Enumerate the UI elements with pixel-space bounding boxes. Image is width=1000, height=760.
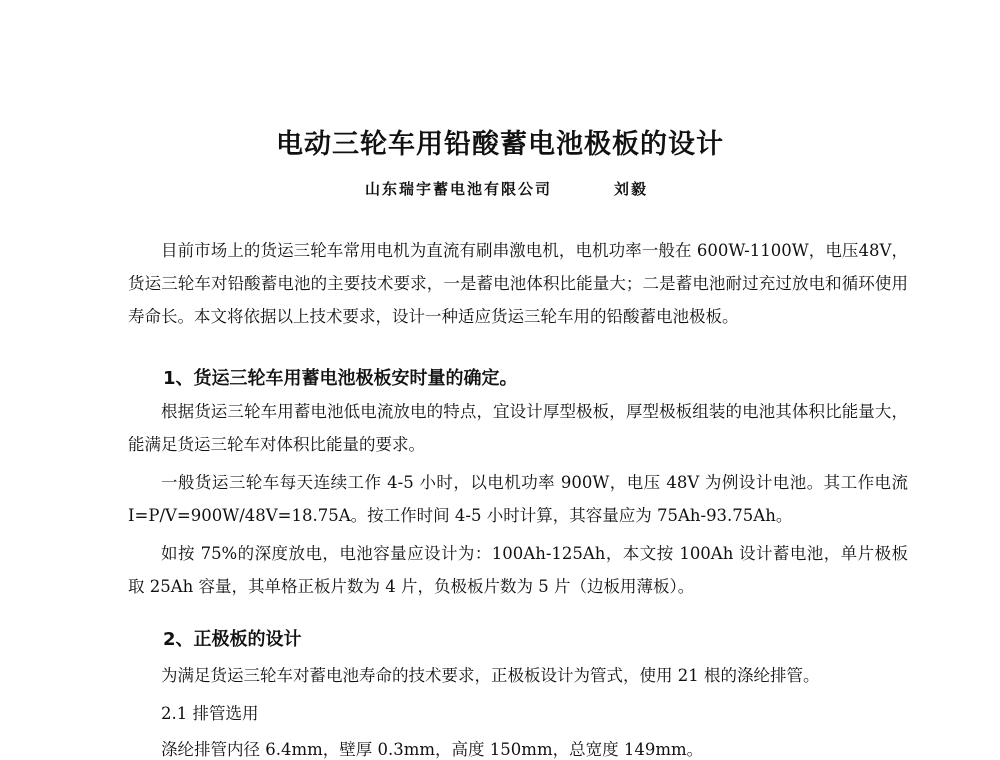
author-name: 刘毅 xyxy=(614,180,649,198)
section-1-paragraph-2: 一般货运三轮车每天连续工作 4-5 小时，以电机功率 900W，电压 48V 为例设计电池。其工作电流 I=P/V=900W/48V=18.75A。按工作时间 4-5 小时计算，其容量应为 75Ah-93.75Ah。 xyxy=(128,473,908,525)
section-1-paragraph-3: 如按 75%的深度放电，电池容量应设计为：100Ah-125Ah，本文按 100Ah 设计蓄电池，单片极板取 25Ah 容量，其单格正板片数为 4 片，负极板片数为 5 片（边板用薄板）。 xyxy=(128,544,908,596)
section-1-paragraph-1: 根据货运三轮车用蓄电池低电流放电的特点，宜设计厚型极板，厚型极板组装的电池其体积比能量大，能满足货运三轮车对体积比能量的要求。 xyxy=(128,402,908,454)
document-title: 电动三轮车用铅酸蓄电池极板的设计 xyxy=(276,129,724,160)
section-2-paragraph-2: 涤纶排管内径 6.4mm，壁厚 0.3mm，高度 150mm，总宽度 149mm。 xyxy=(161,740,704,759)
section-2-1-heading: 2.1 排管选用 xyxy=(161,704,259,723)
intro-paragraph: 目前市场上的货运三轮车常用电机为直流有刷串激电机，电机功率一般在 600W-1100W，电压48V，货运三轮车对铅酸蓄电池的主要技术要求，一是蓄电池体积比能量大；二是蓄电池耐过充过放电和循环使用寿命长。本文将依据以上技术要求，设计一种适应货运三轮车用的铅酸蓄电池极板。 xyxy=(128,241,908,326)
section-2-heading: 2、正极板的设计 xyxy=(163,629,302,650)
organization-name: 山东瑞宇蓄电池有限公司 xyxy=(365,180,553,198)
section-2-paragraph-1: 为满足货运三轮车对蓄电池寿命的技术要求，正极板设计为管式，使用 21 根的涤纶排管。 xyxy=(161,666,820,685)
byline xyxy=(365,178,648,199)
section-1-heading: 1、货运三轮车用蓄电池极板安时量的确定。 xyxy=(163,368,518,389)
